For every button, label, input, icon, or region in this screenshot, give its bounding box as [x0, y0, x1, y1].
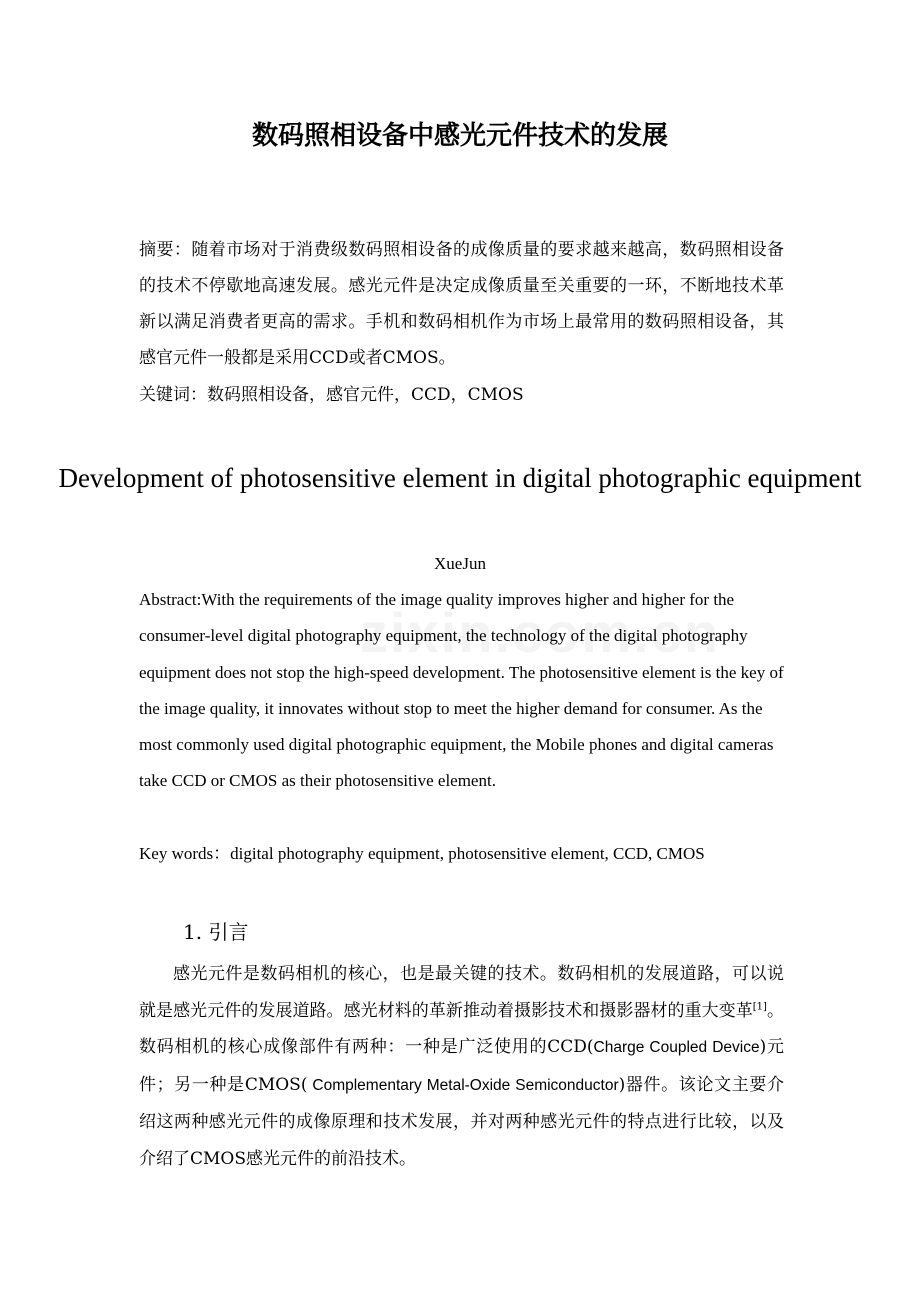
intro-text-part1: 感光元件是数码相机的核心，也是最关键的技术。数码相机的发展道路，可以说就是感光元件的发展道路。感光材料的革新推动着摄影技术和摄影器材的重大变革: [139, 964, 784, 1021]
abstract-label-english: Abstract:: [139, 590, 202, 609]
intro-text-part3: )元件；另一种是CMOS(: [139, 1037, 784, 1095]
abstract-label-chinese: 摘要: [139, 240, 174, 260]
intro-text-part2: 。数码相机的核心成像部件有两种：一种是广泛使用的CCD(: [139, 1000, 785, 1057]
keywords-english: [139, 836, 799, 872]
author-name: XueJun: [434, 554, 486, 573]
abstract-text-english: With the requirements of the image quality improves higher and higher for the consumer-level digital photography equipment, the technology of the digital photography equipment does not stop the high-speed development. The photosensitive element is the key of the image quality, it innovates without stop to meet the higher demand for consumer. As the most commonly used digital photographic equipment, the Mobile phones and digital cameras take CCD or CMOS as their photosensitive element.: [139, 590, 784, 791]
section-body-introduction: [139, 956, 784, 1177]
title-chinese: 数码照相设备中感光元件技术的发展: [251, 121, 668, 151]
keywords-chinese: [139, 377, 784, 413]
keywords-text-english: digital photography equipment, photosensitive element, CCD, CMOS: [230, 844, 705, 863]
ccd-full-name: Charge Coupled Device: [593, 1039, 760, 1056]
cmos-full-name: Complementary Metal-Oxide Semiconductor: [307, 1076, 619, 1094]
keywords-text-chinese: 数码照相设备，感官元件，CCD，CMOS: [207, 385, 524, 405]
intro-text-part4: )器件。该论文主要介绍这两种感光元件的成像原理和技术发展，并对两种感光元件的特点进行比较，以及介绍了CMOS感光元件的前沿技术。: [139, 1074, 784, 1169]
abstract-chinese: [139, 232, 784, 376]
citation-reference[interactable]: [1]: [752, 1000, 767, 1012]
title-english: Development of photosensitive element in digital photographic equipment: [58, 463, 862, 493]
keywords-label-chinese: 关键词：: [139, 385, 207, 405]
section-heading-introduction: 1. 引言: [183, 920, 249, 944]
keywords-label-english: Key words：: [139, 844, 231, 863]
abstract-text-chinese: 随着市场对于消费级数码照相设备的成像质量的要求越来越高，数码照相设备的技术不停歇地高速发展。感光元件是决定成像质量至关重要的一环，不断地技术革新以满足消费者更高的需求。手机和数码相机作为市场上最常用的数码照相设备，其感官元件一般都是采用CCD或者CMOS。: [139, 240, 785, 368]
abstract-label-colon: ：: [173, 240, 192, 260]
intro-paragraph: [139, 956, 784, 1177]
abstract-english: [139, 582, 784, 800]
